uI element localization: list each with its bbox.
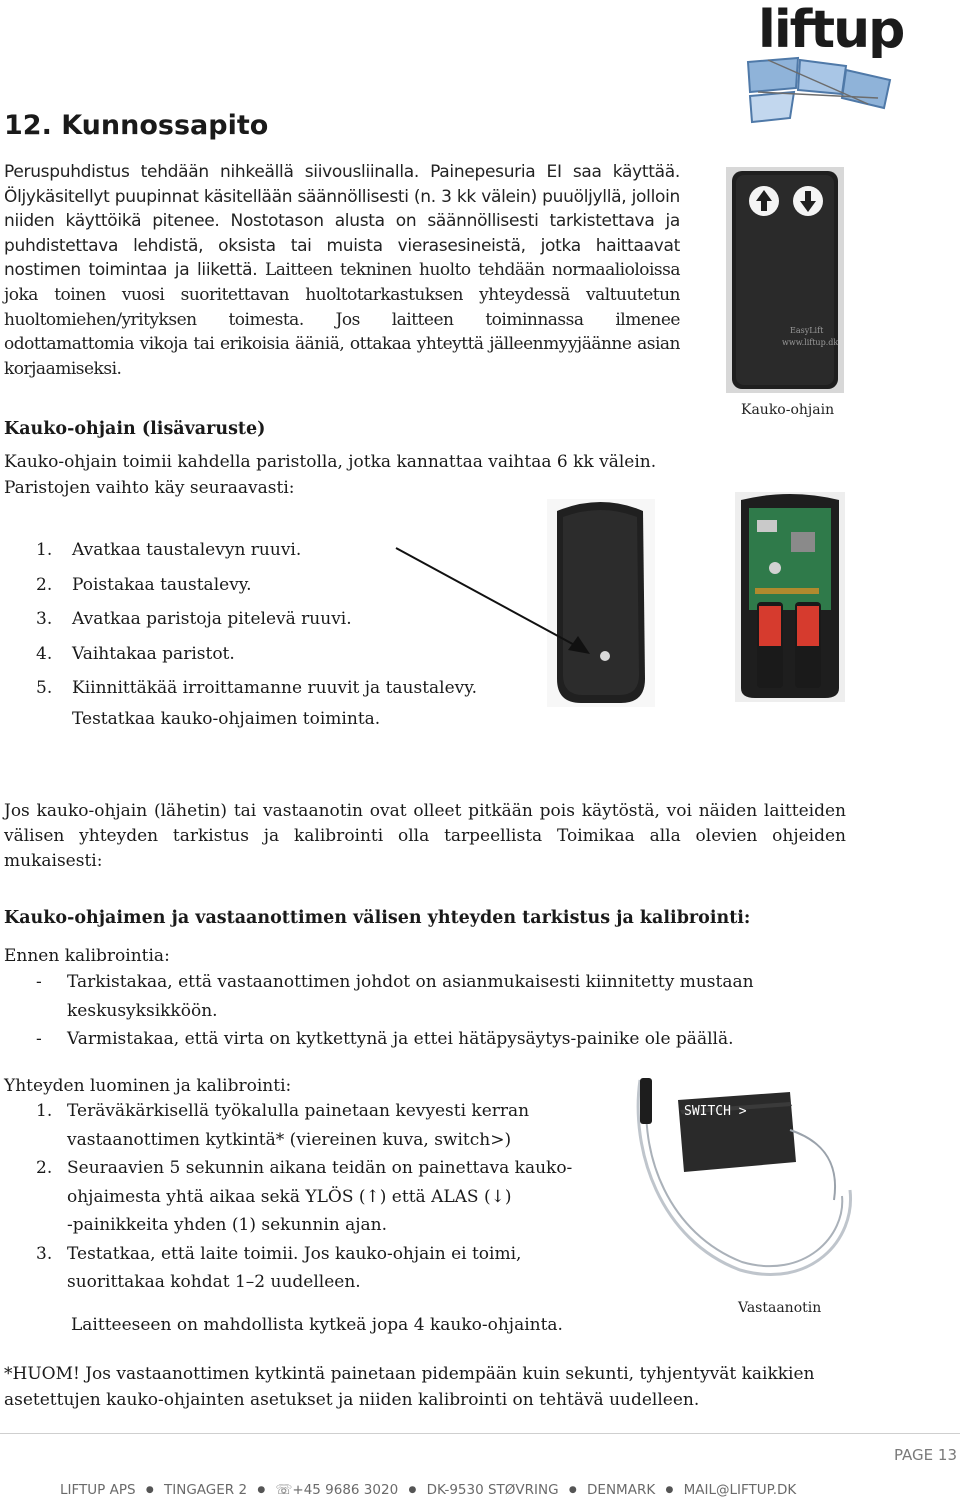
- dot-icon: ●: [665, 1485, 674, 1495]
- remote-label-2: www.liftup.dk: [782, 338, 839, 347]
- step-number: 5.: [36, 678, 53, 698]
- connect-step-line2: suorittakaa kohdat 1–2 uudelleen.: [67, 1272, 361, 1292]
- footer-country: DENMARK: [587, 1482, 656, 1498]
- connect-label: Yhteyden luominen ja kalibrointi:: [4, 1076, 292, 1096]
- connect-step-line1: Seuraavien 5 sekunnin aikana teidän on painettava kauko-: [67, 1158, 573, 1178]
- dot-icon: ●: [568, 1485, 577, 1495]
- battery-step: [36, 671, 536, 706]
- step-number: 1.: [36, 1101, 53, 1121]
- dash-bullet: -: [36, 972, 42, 992]
- step-text: Vaihtakaa paristot.: [72, 643, 235, 664]
- connect-step-line2: vastaanottimen kytkintä* (viereinen kuva, switch>): [67, 1129, 512, 1150]
- remote-open-photo: [735, 492, 845, 702]
- connector-icon: [640, 1078, 652, 1124]
- pointer-arrow-icon: [380, 540, 595, 660]
- step-number: 1.: [36, 540, 53, 560]
- max-remotes-text: Laitteeseen on mahdollista kytkeä jopa 4 kauko-ohjainta.: [71, 1315, 563, 1335]
- step-number: 3.: [36, 1243, 53, 1264]
- remote-heading: Kauko-ohjain (lisävaruste): [4, 419, 266, 439]
- before-calibration-list: [0, 968, 820, 1054]
- battery-step-tail: Testatkaa kauko-ohjaimen toiminta.: [72, 708, 381, 729]
- before-item: [0, 968, 820, 1025]
- screw-icon: [600, 651, 610, 661]
- footer-phone: ☏+45 9686 3020: [275, 1482, 399, 1498]
- step-number: 4.: [36, 643, 53, 664]
- before-item: [0, 1025, 820, 1054]
- step-text: Avatkaa taustalevyn ruuvi.: [72, 540, 302, 560]
- connect-steps: [0, 1097, 600, 1297]
- connect-step-line1: Testatkaa, että laite toimii. Jos kauko-ohjain ei toimi,: [67, 1243, 522, 1264]
- footer-mail[interactable]: MAIL@LIFTUP.DK: [683, 1482, 797, 1498]
- connect-step: [0, 1154, 600, 1240]
- before-item-line2: keskusyksikköön.: [67, 1000, 218, 1021]
- intro-paragraph: [4, 160, 680, 381]
- before-item-line1: Tarkistakaa, että vastaanottimen johdot on asianmukaisesti kiinnitetty mustaan: [67, 972, 754, 992]
- footer-contact: [60, 1482, 796, 1498]
- step-number: 2.: [36, 1158, 53, 1178]
- calibration-intro: Jos kauko-ohjain (lähetin) tai vastaanotin ovat olleet pitkään pois käytöstä, voi näiden laitteiden välisen yhteyden tarkistus ja kalibrointi olla tarpeellista Toimikaa alla olevien ohjeiden mukaisesti:: [4, 801, 846, 871]
- connect-step-line1: Teräväkärkisellä työkalulla painetaan kevyesti kerran: [67, 1101, 530, 1121]
- before-calibration-label: Ennen kalibrointia:: [4, 946, 170, 966]
- dot-icon: ●: [408, 1485, 417, 1495]
- step-text: Avatkaa paristoja pitelevä ruuvi.: [72, 609, 352, 629]
- receiver-caption: Vastaanotin: [738, 1300, 822, 1316]
- warning-note: *HUOM! Jos vastaanottimen kytkintä painetaan pidempään kuin sekunti, tyhjentyvät kaikkien asetettujen kauko-ohjainten asetukset ja niiden kalibrointi on tehtävä uudelleen.: [4, 1364, 815, 1410]
- company-logo: [728, 0, 960, 130]
- logo-text: liftup: [758, 0, 904, 60]
- page-number: PAGE 13: [893, 1446, 957, 1464]
- dot-icon: ●: [257, 1485, 266, 1495]
- footer-divider: [0, 1433, 960, 1434]
- calibration-heading: Kauko-ohjaimen ja vastaanottimen välisen yhteyden tarkistus ja kalibrointi:: [4, 908, 751, 928]
- dash-bullet: -: [36, 1029, 42, 1049]
- intro-part-1: Peruspuhdistus tehdään nihkeällä siivousliinalla. Painepesuria EI saa käyttää. Öljykäsitellyt puupinnat käsitellään säännöllisesti (n. 3 kk välein) puuöljyllä, jolloin niiden käyttöikä pitenee. Nostotason alusta on säännöllisesti tarkistettava ja puhdistettava lehdistä, oksista tai muista vierasesineistä, jotka haittaavat nostimen toimintaa ja liikettä.: [4, 162, 680, 281]
- before-item-line1: Varmistakaa, että virta on kytkettynä ja ettei hätäpysäytys-painike ole päällä.: [67, 1029, 734, 1049]
- receiver-photo: [620, 1070, 860, 1290]
- connect-step: [0, 1097, 600, 1154]
- remote-photo-caption: Kauko-ohjain: [741, 402, 835, 418]
- footer-city: DK-9530 STØVRING: [426, 1482, 559, 1498]
- step-number: 3.: [36, 609, 53, 629]
- step-text: Kiinnittäkää irroittamanne ruuvit ja taustalevy.: [72, 678, 478, 698]
- connect-step-line3: -painikkeita yhden (1) sekunnin ajan.: [67, 1215, 388, 1235]
- remote-intro-text: Kauko-ohjain toimii kahdella paristolla, jotka kannattaa vaihtaa 6 kk välein. Paristojen vaihto käy seuraavasti:: [4, 452, 657, 498]
- section-title: 12. Kunnossapito: [4, 110, 269, 141]
- dot-icon: ●: [145, 1485, 154, 1495]
- intro-part-2: Laitteen tekninen huolto tehdään normaalioloissa joka toinen vuosi suoritettavan huoltotarkastuksen yhteydessä valtuutetun huoltomiehen/yrityksen toimesta. Jos laitteen toiminnassa ilmenee odottamattomia vikoja tai erikoisia ääniä, ottakaa yhteyttä jälleenmyyjäänne asian korjaamiseksi.: [4, 260, 681, 379]
- connect-step-line2: ohjaimesta yhtä aikaa sekä YLÖS (↑) että ALAS (↓): [67, 1186, 512, 1207]
- step-text: Poistakaa taustalevy.: [72, 574, 252, 595]
- footer-company: LIFTUP APS: [60, 1482, 136, 1498]
- remote-control-photo: [726, 167, 844, 393]
- connect-step: [0, 1240, 600, 1297]
- remote-label-1: EasyLift: [790, 326, 824, 335]
- switch-label: SWITCH >: [684, 1104, 747, 1119]
- footer-street: TINGAGER 2: [164, 1482, 248, 1498]
- step-number: 2.: [36, 574, 53, 595]
